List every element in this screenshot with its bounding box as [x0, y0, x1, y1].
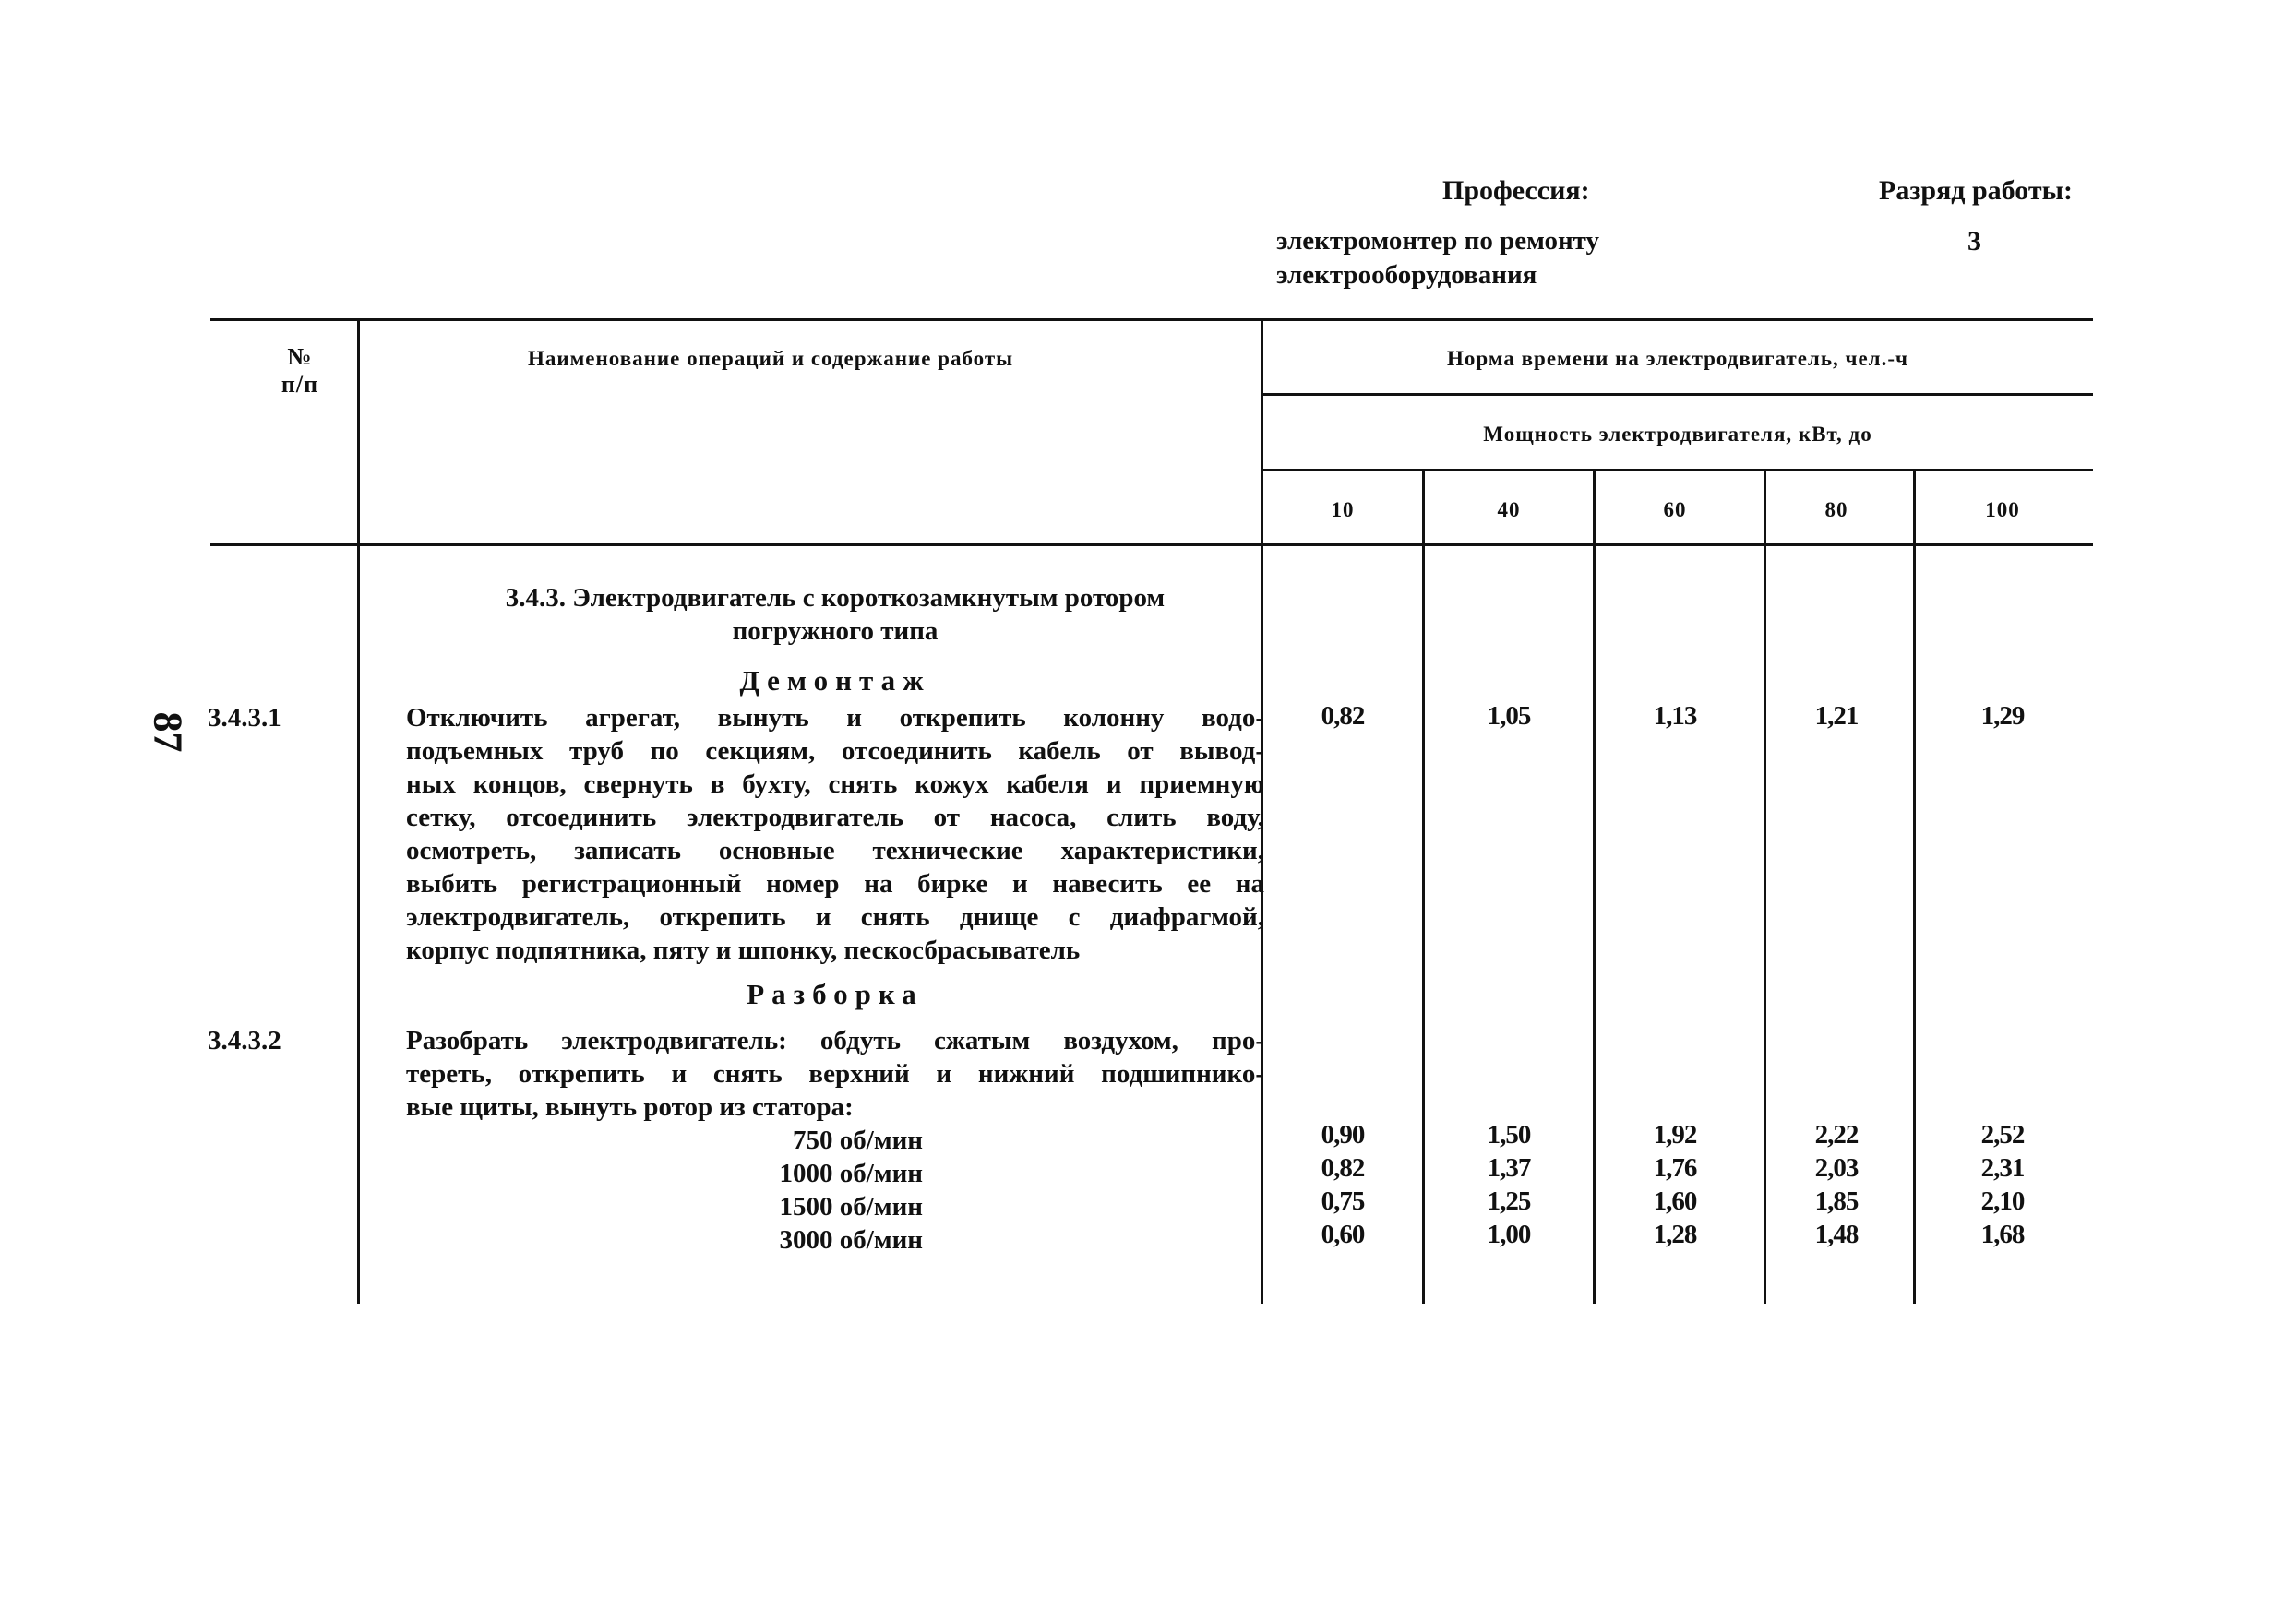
row-3432-text	[406, 1024, 1264, 1124]
speed-label-3000: 3000 об/мин	[779, 1225, 923, 1255]
speed-1500-val-60: 1,60	[1653, 1186, 1697, 1216]
row-3431-line: осмотреть, записать основные технические характеристики,	[406, 836, 1264, 865]
speed-label-750: 750 об/мин	[793, 1126, 923, 1155]
table-top-rule	[210, 318, 2093, 321]
row-3431-line: подъемных труб по секциям, отсоединить кабель от вывод-	[406, 736, 1264, 766]
speed-3000-val-10: 0,60	[1321, 1220, 1365, 1249]
section-title-line2: погружного типа	[732, 616, 939, 646]
row-3431-text	[406, 701, 1264, 967]
row-num-3431: 3.4.3.1	[208, 703, 281, 733]
speed-1500-val-100: 2,10	[1980, 1186, 2025, 1216]
speed-3000-val-80: 1,48	[1814, 1220, 1859, 1249]
speed-1000-val-100: 2,31	[1980, 1153, 2025, 1183]
power-col-10: 10	[1331, 498, 1355, 521]
row-3431-val-80: 1,21	[1814, 701, 1859, 731]
row-3431-val-40: 1,05	[1487, 701, 1531, 731]
section-title-line1: 3.4.3. Электродвигатель с короткозамкнутым ротором	[505, 583, 1166, 613]
power-col-80: 80	[1824, 498, 1848, 521]
speed-1500-val-10: 0,75	[1321, 1186, 1365, 1216]
grade-value: 3	[1967, 226, 1981, 256]
speed-1000-val-10: 0,82	[1321, 1153, 1365, 1183]
speed-750-val-60: 1,92	[1653, 1120, 1697, 1150]
speed-750-val-100: 2,52	[1980, 1120, 2025, 1150]
speed-3000-val-100: 1,68	[1980, 1220, 2025, 1249]
row-3431-line: корпус подпятника, пяту и шпонку, пескосбрасыватель	[406, 936, 1081, 965]
profession-value-line1: электромонтер по ремонту	[1276, 226, 1600, 256]
row-3432-line: вые щиты, вынуть ротор из статора:	[406, 1092, 854, 1122]
row-3432-line: тереть, открепить и снять верхний и нижний подшипнико-	[406, 1059, 1264, 1089]
subsection-disassembly: Разборка	[747, 978, 924, 1010]
speed-3000-val-40: 1,00	[1487, 1220, 1531, 1249]
row-3431-line: выбить регистрационный номер на бирке и навесить ее на	[406, 869, 1264, 899]
row-3432-line: Разобрать электродвигатель: обдуть сжатым воздухом, про-	[406, 1026, 1264, 1055]
power-col-60: 60	[1663, 498, 1687, 521]
norm-header-rule	[1262, 393, 2093, 396]
speed-750-val-10: 0,90	[1321, 1120, 1365, 1150]
profession-value-line2: электрооборудования	[1276, 260, 1537, 290]
speed-3000-val-60: 1,28	[1653, 1220, 1697, 1249]
row-3431-line: сетку, отсоединить электродвигатель от насоса, слить воду,	[406, 803, 1264, 832]
speed-label-1000: 1000 об/мин	[779, 1159, 923, 1188]
col-divider-10	[1422, 471, 1425, 1304]
row-3431-line: Отключить агрегат, вынуть и открепить колонну водо-	[406, 703, 1264, 733]
power-header-rule	[1262, 469, 2093, 471]
speed-label-1500: 1500 об/мин	[779, 1192, 923, 1222]
page-number: 87	[145, 711, 191, 753]
speed-750-val-40: 1,50	[1487, 1120, 1531, 1150]
col-divider-80	[1913, 471, 1916, 1304]
row-3431-val-10: 0,82	[1321, 701, 1365, 731]
col-name-header: Наименование операций и содержание работы	[528, 347, 1014, 370]
row-3431-line: ных концов, свернуть в бухту, снять кожух кабеля и приемную	[406, 769, 1264, 799]
col-divider-60	[1764, 471, 1766, 1304]
speed-1000-val-60: 1,76	[1653, 1153, 1697, 1183]
row-3431-val-60: 1,13	[1653, 701, 1697, 731]
col-num-header-label: п/п	[281, 371, 319, 398]
col-divider-40	[1593, 471, 1596, 1304]
col-num-header-symbol: №	[287, 343, 313, 370]
col-power-header: Мощность электродвигателя, кВт, до	[1483, 423, 1872, 446]
col-divider-num	[357, 318, 360, 1304]
speed-1000-val-80: 2,03	[1814, 1153, 1859, 1183]
grade-label: Разряд работы:	[1879, 175, 2074, 206]
profession-label: Профессия:	[1442, 175, 1590, 206]
speed-1000-val-40: 1,37	[1487, 1153, 1531, 1183]
row-num-3432: 3.4.3.2	[208, 1026, 281, 1055]
row-3431-line: электродвигатель, открепить и снять днище с диафрагмой,	[406, 902, 1264, 932]
speed-1500-val-80: 1,85	[1814, 1186, 1859, 1216]
speed-750-val-80: 2,22	[1814, 1120, 1859, 1150]
row-3431-val-100: 1,29	[1980, 701, 2025, 731]
power-col-40: 40	[1497, 498, 1521, 521]
subsection-dismantle: Демонтаж	[739, 664, 931, 697]
col-norm-header: Норма времени на электродвигатель, чел.-ч	[1447, 347, 1908, 370]
header-bottom-rule	[210, 543, 2093, 546]
speed-1500-val-40: 1,25	[1487, 1186, 1531, 1216]
power-col-100: 100	[1985, 498, 2020, 521]
